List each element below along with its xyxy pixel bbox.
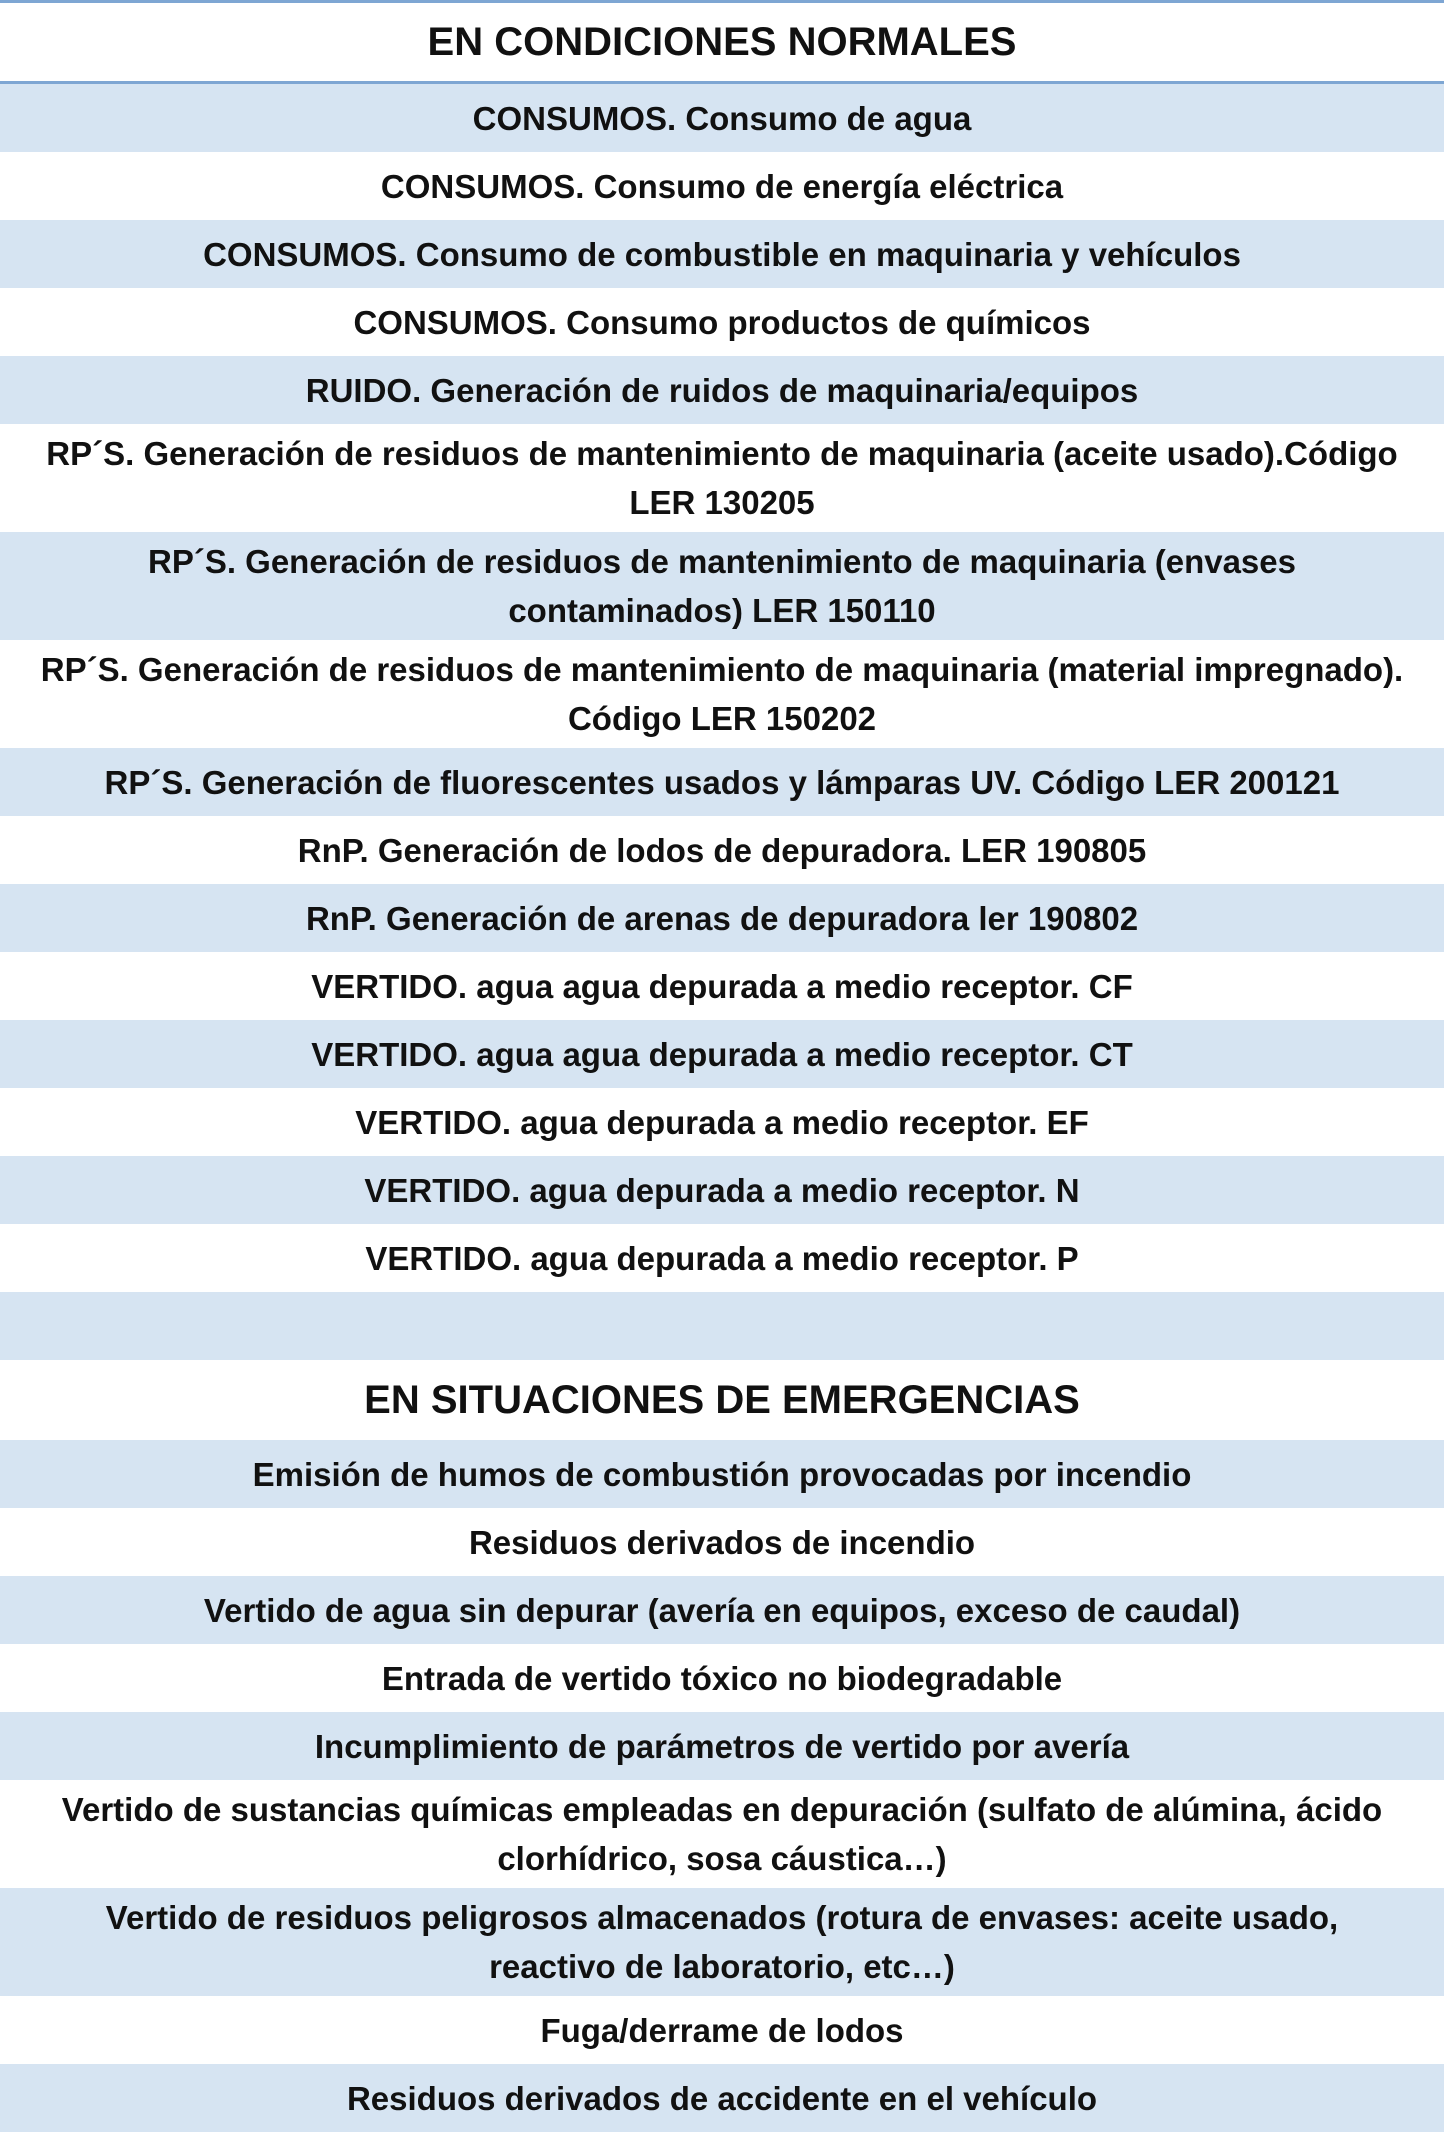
table-row: CONSUMOS. Consumo de energía eléctrica: [0, 152, 1444, 220]
table-row: Incumplimiento de parámetros de vertido por avería: [0, 1712, 1444, 1780]
table-row: Vertido de residuos peligrosos almacenados (rotura de envases: aceite usado, reactivo de laboratorio, etc…): [0, 1888, 1444, 1996]
table-row: VERTIDO. agua depurada a medio receptor. N: [0, 1156, 1444, 1224]
table-row: RUIDO. Generación de ruidos de maquinaria/equipos: [0, 356, 1444, 424]
table-row: VERTIDO. agua depurada a medio receptor. EF: [0, 1088, 1444, 1156]
table-row: Entrada de vertido tóxico no biodegradable: [0, 1644, 1444, 1712]
table-row: Vertido de sustancias químicas empleadas en depuración (sulfato de alúmina, ácido clorhídrico, sosa cáustica…): [0, 1780, 1444, 1888]
section-spacer: [0, 1292, 1444, 1360]
table-row: RP´S. Generación de residuos de mantenimiento de maquinaria (aceite usado).Código LER 130205: [0, 424, 1444, 532]
table-row: Fuga/derrame de lodos: [0, 1996, 1444, 2064]
table-row: CONSUMOS. Consumo de agua: [0, 84, 1444, 152]
table-row: Residuos derivados de accidente en el vehículo: [0, 2064, 1444, 2132]
table-row: Emisión de humos de combustión provocadas por incendio: [0, 1440, 1444, 1508]
table-row: VERTIDO. agua agua depurada a medio receptor. CT: [0, 1020, 1444, 1088]
section-title-emergency: EN SITUACIONES DE EMERGENCIAS: [0, 1360, 1444, 1440]
table-row: VERTIDO. agua agua depurada a medio receptor. CF: [0, 952, 1444, 1020]
table-row: CONSUMOS. Consumo productos de químicos: [0, 288, 1444, 356]
table-row: RP´S. Generación de residuos de mantenimiento de maquinaria (envases contaminados) LER 150110: [0, 532, 1444, 640]
table-row: VERTIDO. agua depurada a medio receptor. P: [0, 1224, 1444, 1292]
section-title-normal: EN CONDICIONES NORMALES: [0, 3, 1444, 84]
table-row: RP´S. Generación de fluorescentes usados y lámparas UV. Código LER 200121: [0, 748, 1444, 816]
table-row: RnP. Generación de arenas de depuradora ler 190802: [0, 884, 1444, 952]
table-row: CONSUMOS. Consumo de combustible en maquinaria y vehículos: [0, 220, 1444, 288]
table-row: RP´S. Generación de residuos de mantenimiento de maquinaria (material impregnado). Código LER 150202: [0, 640, 1444, 748]
table-row: Residuos derivados de incendio: [0, 1508, 1444, 1576]
table-row: RnP. Generación de lodos de depuradora. LER 190805: [0, 816, 1444, 884]
table-row: Vertido de agua sin depurar (avería en equipos, exceso de caudal): [0, 1576, 1444, 1644]
